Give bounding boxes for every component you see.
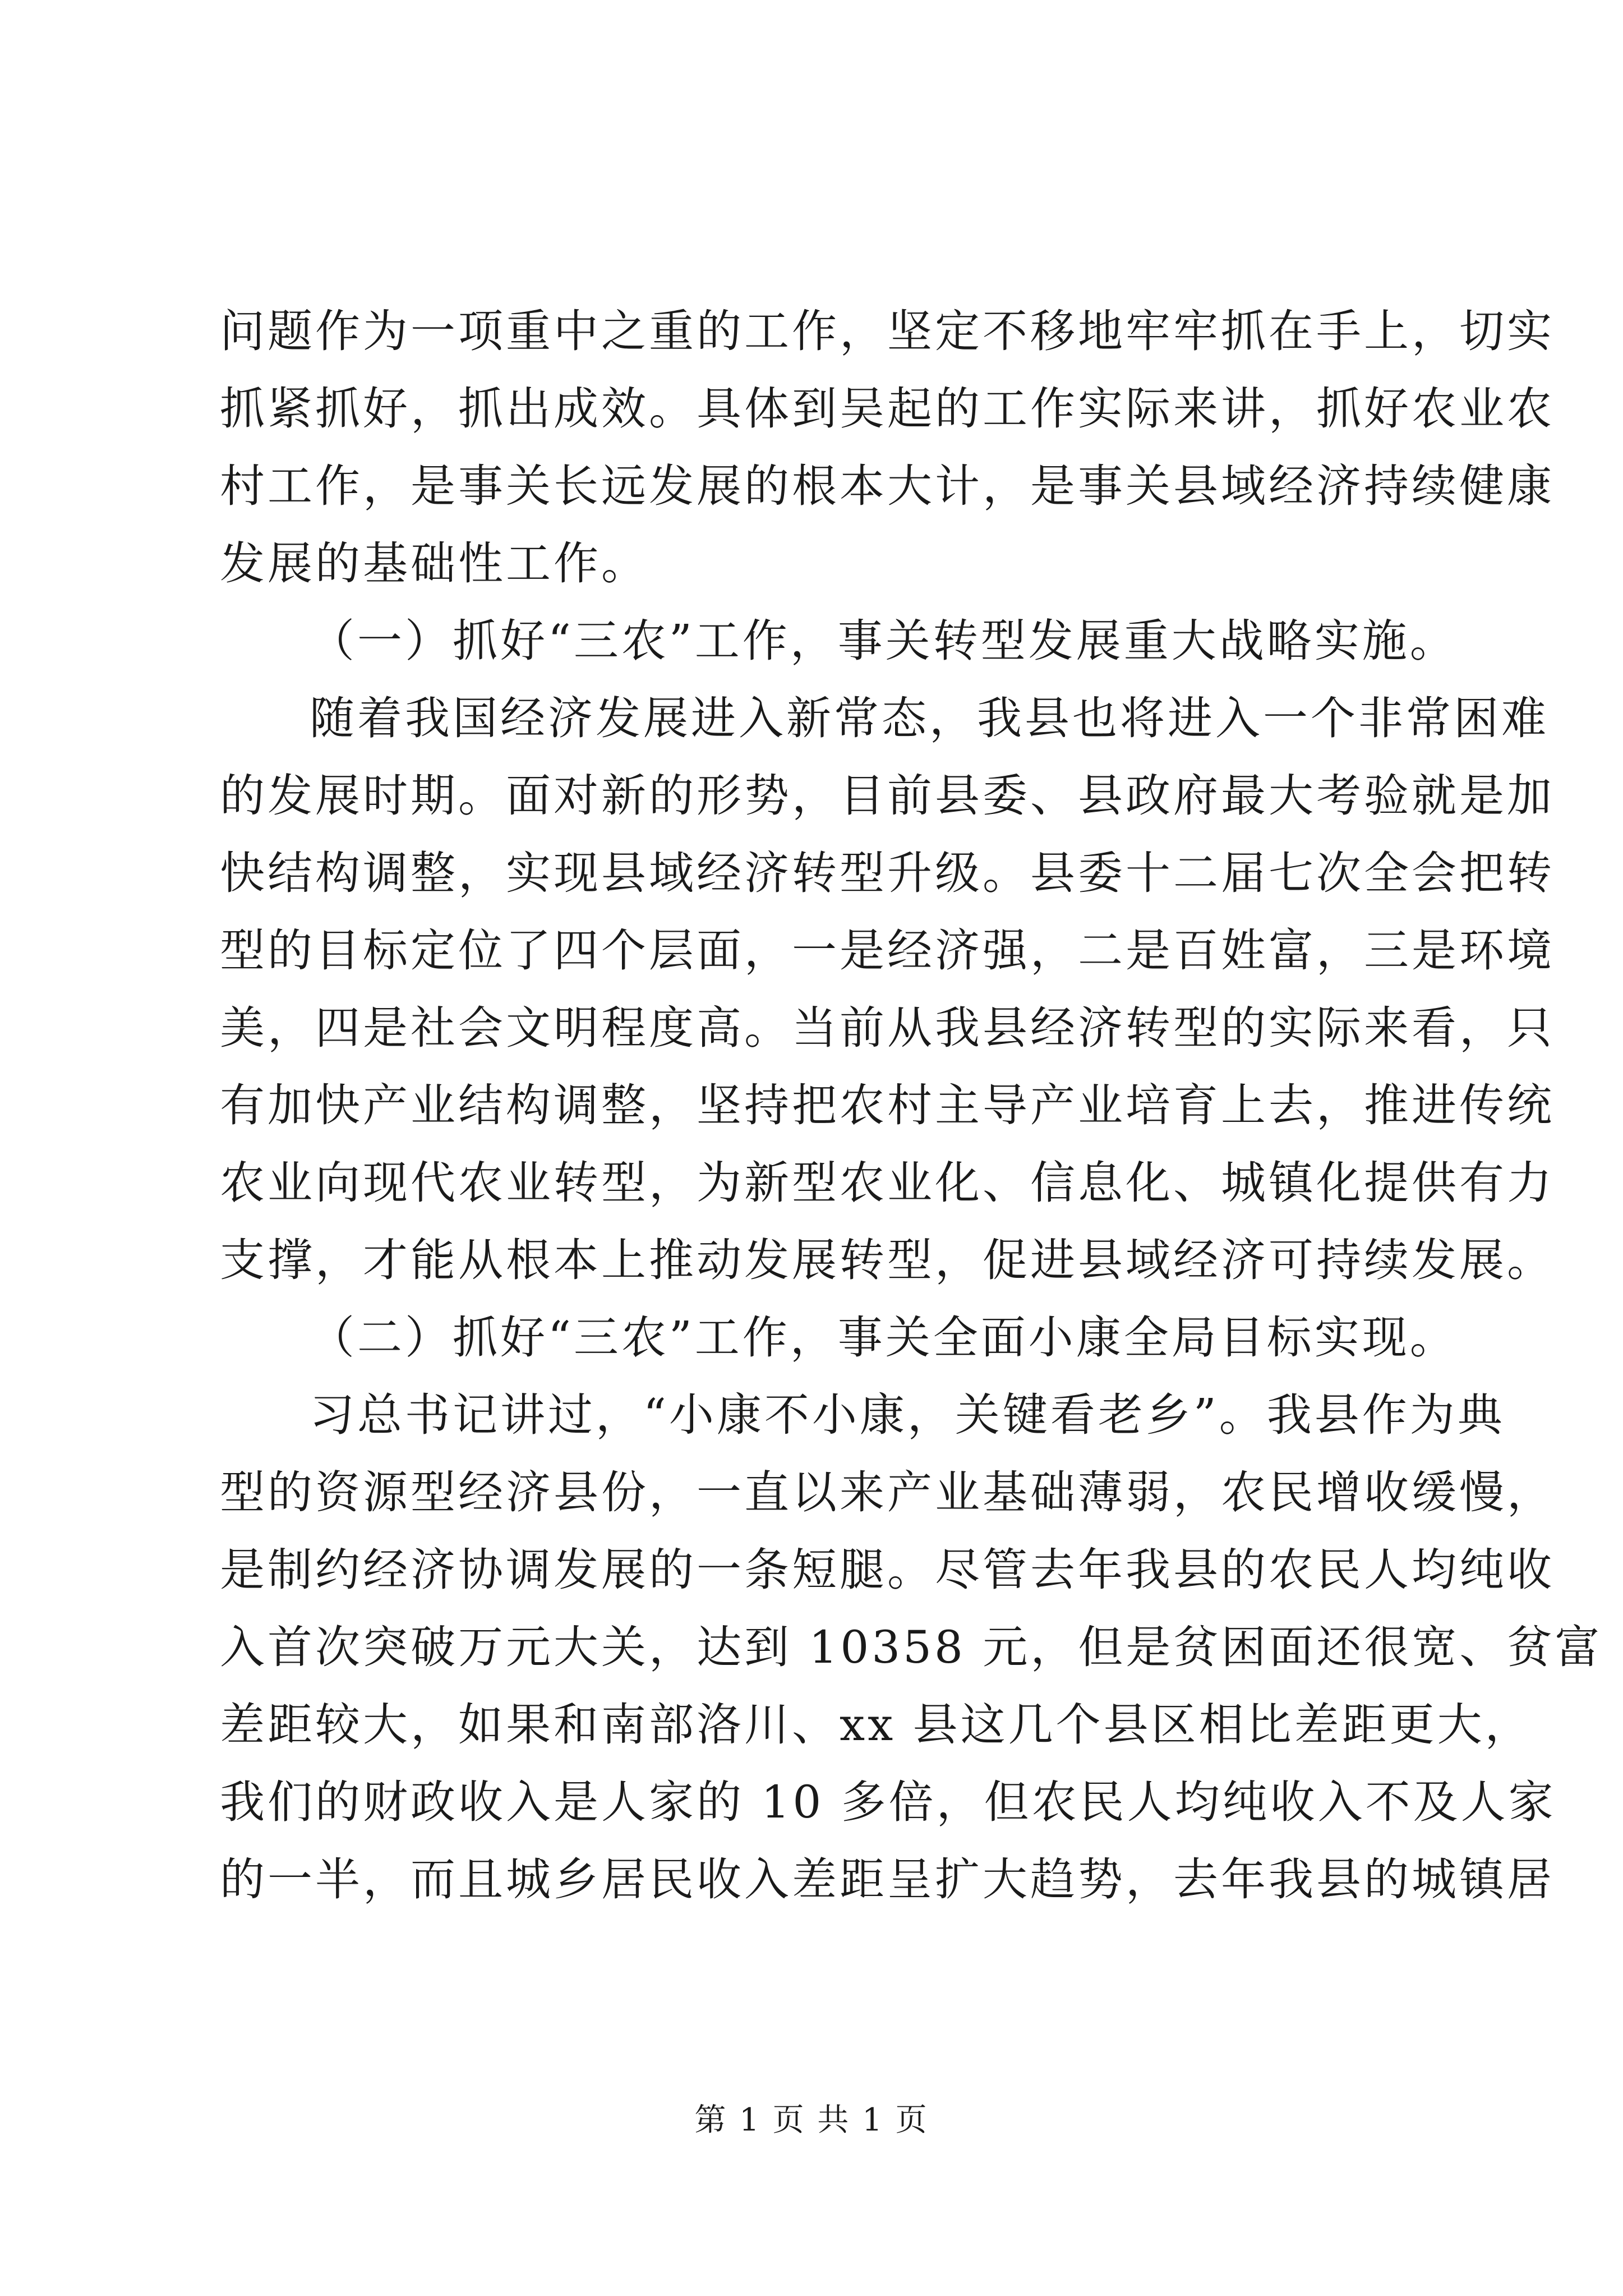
paragraph-first-line: 随着我国经济发展进入新常态，我县也将进入一个非常困难: [310, 692, 1549, 744]
section-heading: （二）抓好“三农”工作，事关全面小康全局目标实现。: [310, 1312, 1458, 1364]
body-line: 美，四是社会文明程度高。当前从我县经济转型的实际来看，只: [220, 1002, 1555, 1054]
body-line: 支撑，才能从根本上推动发展转型，促进县域经济可持续发展。: [220, 1234, 1555, 1286]
body-line: 我们的财政收入是人家的 10 多倍，但农民人均纯收入不及人家: [220, 1776, 1556, 1828]
body-line: 型的目标定位了四个层面，一是经济强，二是百姓富，三是环境: [220, 924, 1555, 977]
body-line: 发展的基础性工作。: [220, 537, 649, 590]
body-line: 的发展时期。面对新的形势，目前县委、县政府最大考验就是加: [220, 770, 1555, 822]
body-line: 入首次突破万元大关，达到 10358 元，但是贫困面还很宽、贫富: [220, 1621, 1603, 1673]
body-line: 问题作为一项重中之重的工作，坚定不移地牢牢抓在手上，切实: [220, 305, 1555, 357]
body-line: 是制约经济协调发展的一条短腿。尽管去年我县的农民人均纯收: [220, 1544, 1555, 1596]
body-line: 快结构调整，实现县域经济转型升级。县委十二届七次全会把转: [220, 847, 1555, 899]
body-line: 的一半，而且城乡居民收入差距呈扩大趋势，去年我县的城镇居: [220, 1853, 1555, 1906]
page-number-footer: 第 1 页 共 1 页: [694, 2102, 929, 2138]
body-line: 抓紧抓好，抓出成效。具体到吴起的工作实际来讲，抓好农业农: [220, 383, 1555, 435]
document-body: [220, 293, 1603, 1918]
section-heading: （一）抓好“三农”工作，事关转型发展重大战略实施。: [310, 615, 1458, 667]
body-line: 有加快产业结构调整，坚持把农村主导产业培育上去，推进传统: [220, 1079, 1555, 1131]
body-line: 村工作，是事关长远发展的根本大计，是事关县域经济持续健康: [220, 460, 1555, 512]
paragraph-first-line: 习总书记讲过，“小康不小康，关键看老乡”。我县作为典: [310, 1389, 1505, 1441]
body-line: 差距较大，如果和南部洛川、xx 县这几个县区相比差距更大，: [220, 1699, 1533, 1751]
body-line: 型的资源型经济县份，一直以来产业基础薄弱，农民增收缓慢，: [220, 1466, 1555, 1519]
body-line: 农业向现代农业转型，为新型农业化、信息化、城镇化提供有力: [220, 1157, 1555, 1209]
